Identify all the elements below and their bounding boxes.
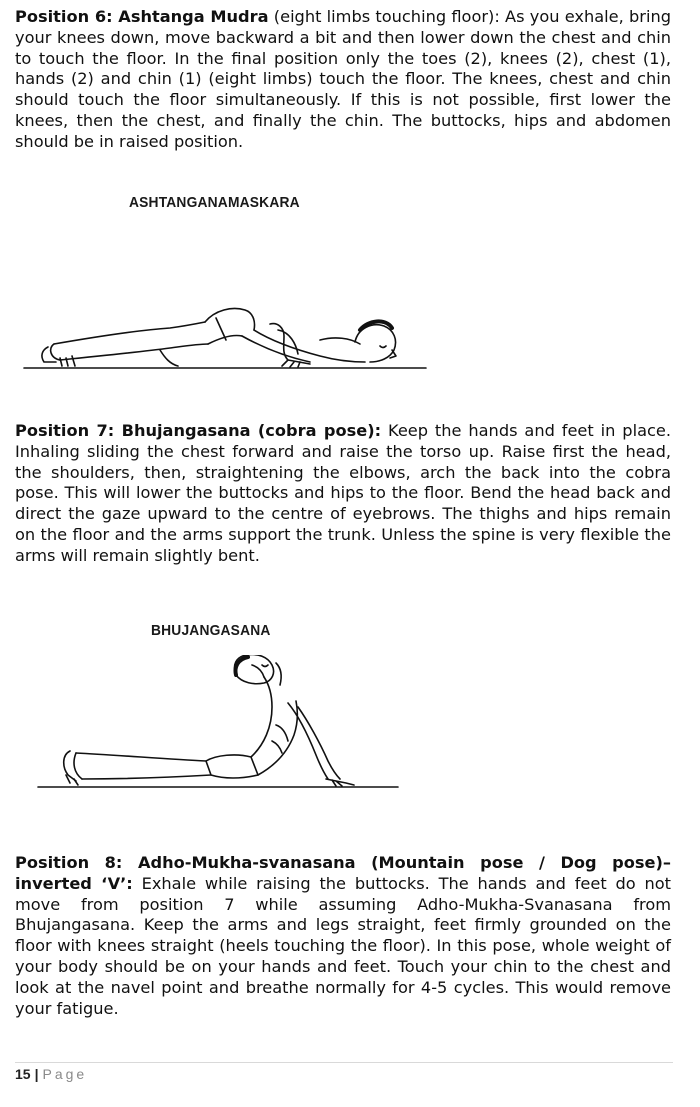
page-label: Page: [42, 1066, 88, 1082]
position-8-paragraph: [15, 853, 671, 1019]
page-footer: [15, 1066, 87, 1082]
bhujangasana-illustration: [36, 655, 400, 795]
ashtanganamaskara-illustration: [20, 300, 430, 380]
position-6-paragraph: [15, 7, 671, 153]
position-6-body: (eight limbs touching floor): As you exhale, bring your knees down, move backward a bit and then lower down the chest and chin to touch the floor. In the final position only the toes (2), knees (2), chest (1), hands (2) and chin (1) (eight limbs) touch the floor. The knees, chest and chin should touch the floor simultaneously. If this is not possible, first lower the knees, then the chest, and finally the chin. The buttocks, hips and abdomen should be in raised position.: [15, 7, 671, 151]
position-6-heading: Position 6: Ashtanga Mudra: [15, 7, 269, 26]
bhujangasana-caption: BHUJANGASANA: [151, 622, 271, 639]
position-8-heading: Position 8: Adho-Mukha-svanasana (Mountain pose / Dog pose)– inverted ‘V’:: [15, 853, 671, 893]
position-8-body: Exhale while raising the buttocks. The hands and feet do not move from position 7 while assuming Adho-Mukha-Svanasana from Bhujangasana. Keep the arms and legs straight, feet firmly grounded on the floor with knees straight (heels touching the floor). In this pose, whole weight of your body should be on your hands and feet. Touch your chin to the chest and look at the navel point and breathe normally for 4-5 cycles. This would remove your fatigue.: [15, 873, 671, 1018]
position-7-heading: Position 7: Bhujangasana (cobra pose):: [15, 421, 382, 440]
ashtanganamaskara-caption: ASHTANGANAMASKARA: [129, 194, 300, 211]
position-7-paragraph: [15, 421, 671, 567]
footer-separator: |: [34, 1066, 39, 1082]
page-number: 15: [15, 1066, 31, 1082]
position-7-body: Keep the hands and feet in place. Inhaling sliding the chest forward and raise the torso up. Raise first the head, the shoulders, then, straightening the elbows, arch the back into the cobra pose. This will lower the buttocks and hips to the floor. Bend the head back and direct the gaze upward to the centre of eyebrows. The thighs and hips remain on the floor and the arms support the trunk. Unless the spine is very flexible the arms will remain slightly bent.: [15, 421, 671, 565]
footer-divider: [15, 1062, 673, 1063]
